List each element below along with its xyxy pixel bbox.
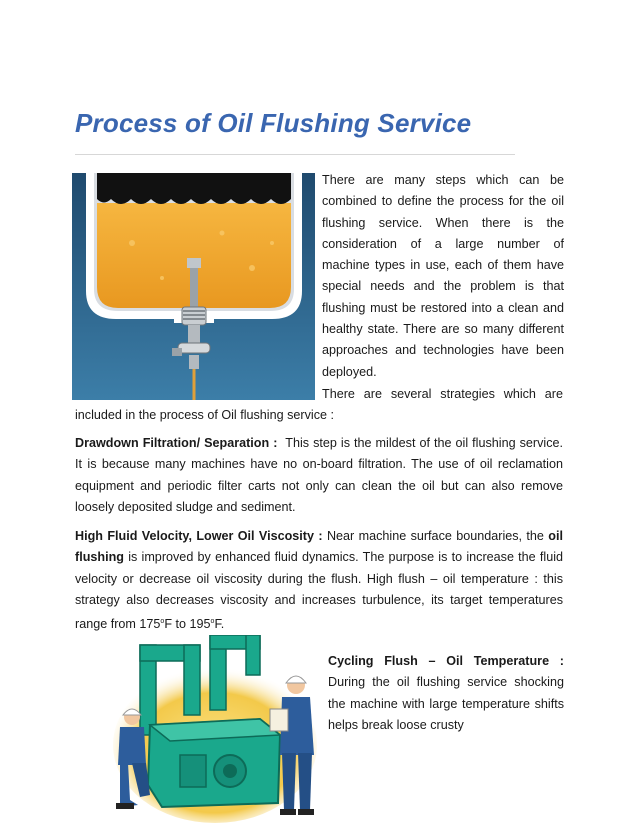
flushing-machine-illustration [110, 635, 320, 823]
oil-tank-illustration [72, 173, 315, 400]
section-body: This step is the mildest of the oil flushing service. It is because many machines have no on-board filtration. The use of oil reclamation equipment and periodic filter carts not only can clean the oil but can also remove loosely deposited sludge and sediment. [75, 436, 563, 514]
section-body-part: is improved by enhanced fluid dynamics. The purpose is to increase the fluid velocity or decrease oil viscosity during the flush. High flush – oil temperature : this strategy also decreases viscosity and increases turbulence, its target temperatures range from 175 [75, 550, 564, 632]
section-high-fluid-velocity [75, 526, 563, 635]
section-body: During the oil flushing service shocking the machine with large temperature shifts helps break loose crusty [328, 675, 564, 732]
intro-paragraph-2: There are several strategies which are included in the process of Oil flushing service : [75, 387, 563, 423]
section-cycling-flush [328, 651, 564, 736]
section-drawdown-filtration [75, 433, 563, 518]
intro-paragraph-1: There are many steps which can be combined to define the process for the oil flushing service. When there is the consideration of a large number of machine types in use, each of them have special needs and the problem is that flushing must be restored into a clean and healthy state. There are so many different approaches and technologies have been deployed. [322, 173, 564, 379]
section-body-part: Near machine surface boundaries, the [326, 529, 544, 543]
bold-term: oil flushing [75, 529, 563, 565]
degree-mark: o [210, 618, 215, 626]
section-heading: Drawdown Filtration/ Separation : [75, 436, 278, 450]
degree-mark: o [160, 618, 165, 626]
section-body-part: F to 195 [164, 617, 211, 632]
section-heading: High Fluid Velocity, Lower Oil Viscosity : [75, 529, 323, 543]
section-heading: Cycling Flush – Oil Temperature : [328, 654, 564, 668]
page-title: Process of Oil Flushing Service [75, 108, 472, 138]
title-divider [75, 154, 515, 155]
section-body-part: F. [214, 617, 225, 632]
